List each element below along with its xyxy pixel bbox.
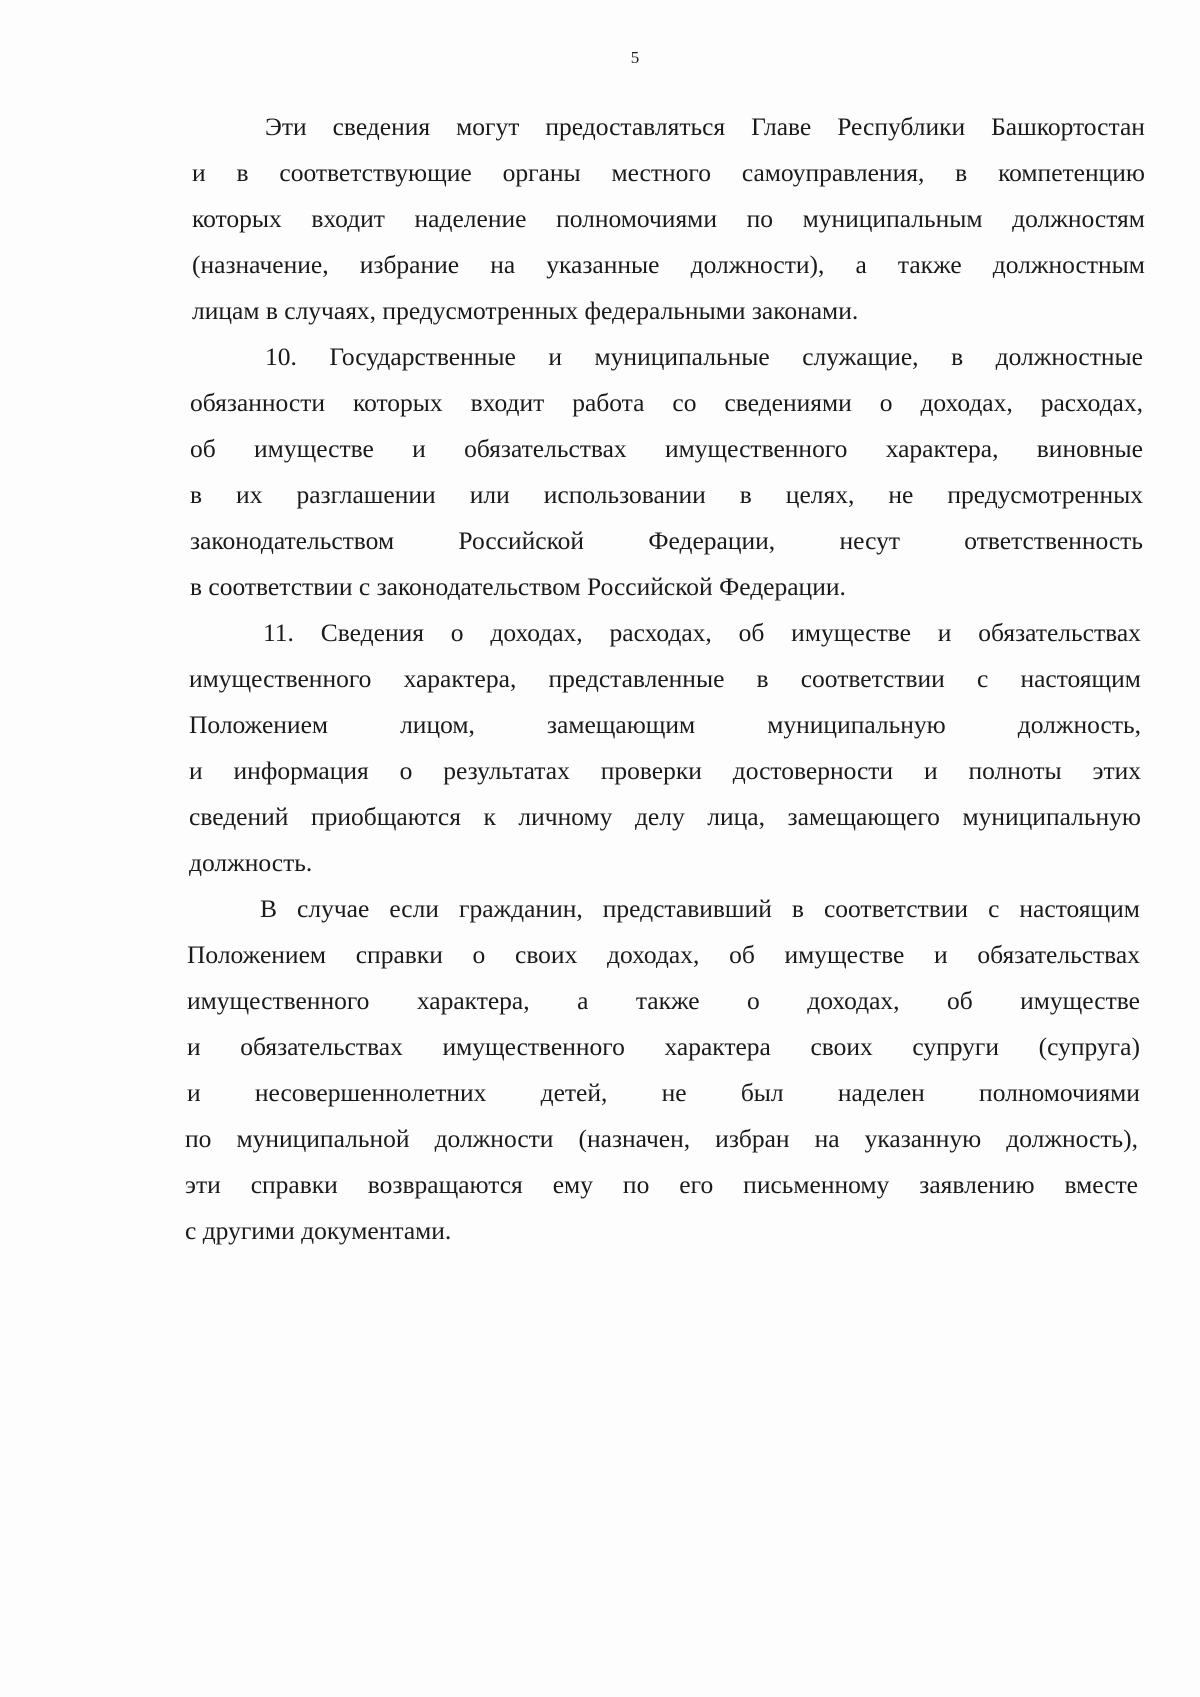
text-line	[189, 802, 1141, 832]
word: предусмотренных	[947, 480, 1143, 509]
word: об	[729, 940, 755, 969]
word: Государственные	[329, 342, 516, 371]
word: ему	[552, 1170, 593, 1199]
text-line	[192, 250, 1145, 280]
word: о	[399, 756, 413, 785]
word: имуществе	[254, 434, 374, 463]
text-line	[263, 618, 1141, 648]
word: законодательством	[190, 526, 395, 555]
word: целях,	[785, 480, 855, 509]
word: а	[577, 986, 589, 1015]
text-line	[189, 756, 1141, 786]
word: имущественного	[442, 1032, 625, 1061]
word: сведения	[332, 112, 431, 141]
word: имущественного	[189, 664, 372, 693]
word: В	[260, 894, 278, 923]
word: по	[746, 204, 773, 233]
word: достоверности	[732, 756, 894, 785]
text-line	[189, 664, 1141, 694]
text-line: в соответствии с законодательством Российской Федерации.	[190, 572, 846, 601]
word: о	[450, 618, 464, 647]
word: имущественного	[187, 986, 370, 1015]
word: доходах,	[920, 388, 1013, 417]
word: 10.	[265, 342, 297, 371]
word: должности),	[690, 250, 825, 279]
word: виновные	[1036, 434, 1143, 463]
word: если	[389, 894, 439, 923]
word: о	[747, 986, 760, 1015]
word: ответственность	[964, 526, 1143, 555]
word: письменному	[743, 1170, 890, 1199]
word: предоставляться	[545, 112, 726, 141]
word: в	[236, 158, 249, 187]
text-line	[187, 1032, 1140, 1062]
word: Федерации,	[648, 526, 776, 555]
word: обязательствах	[977, 940, 1140, 969]
word: своих	[515, 940, 578, 969]
word: соответствии	[800, 664, 945, 693]
word: делу	[634, 802, 685, 831]
word: лицом,	[400, 710, 475, 739]
word: с	[976, 664, 989, 693]
word: муниципальным	[802, 204, 983, 233]
word: об	[190, 434, 216, 463]
word: или	[469, 480, 510, 509]
word: должности	[434, 1124, 554, 1153]
word: не	[888, 480, 914, 509]
word: не	[661, 1078, 687, 1107]
word: муниципальной	[236, 1124, 410, 1153]
word: должность),	[1006, 1124, 1138, 1153]
text-line	[189, 710, 1141, 740]
word: входит	[470, 388, 545, 417]
word: самоуправления,	[741, 158, 925, 187]
word: расходах,	[1040, 388, 1143, 417]
word: органы	[502, 158, 581, 187]
word: своих	[810, 1032, 873, 1061]
word: должностным	[992, 250, 1145, 279]
word: соответствии	[823, 894, 969, 923]
text-line: должность.	[189, 848, 313, 877]
word: характера,	[403, 664, 517, 693]
word: характера,	[416, 986, 530, 1015]
word: Положением	[189, 710, 329, 739]
word: супруги	[912, 1032, 1000, 1061]
word: обязательствах	[978, 618, 1141, 647]
word: информация	[233, 756, 369, 785]
word: доходах,	[807, 986, 900, 1015]
word: которых	[192, 204, 282, 233]
word: по	[185, 1124, 212, 1153]
text-line	[185, 1124, 1138, 1154]
word: и	[187, 1032, 201, 1061]
word: Республики	[837, 112, 966, 141]
word: к	[483, 802, 496, 831]
word: расходах,	[609, 618, 712, 647]
word: наделение	[414, 204, 527, 233]
word: замещающего	[787, 802, 940, 831]
word: со	[672, 388, 697, 417]
word: указанную	[864, 1124, 982, 1153]
word: Эти	[265, 112, 307, 141]
word: в	[955, 158, 968, 187]
word: и	[923, 756, 938, 785]
text-line	[187, 1078, 1140, 1108]
word: его	[679, 1170, 714, 1199]
word: был	[740, 1078, 784, 1107]
word: Главе	[751, 112, 812, 141]
word: муниципальные	[594, 342, 770, 371]
text-line	[185, 1170, 1138, 1200]
word: муниципальную	[962, 802, 1141, 831]
word: соответствующие	[279, 158, 472, 187]
text-line	[190, 526, 1143, 556]
word: и	[192, 158, 206, 187]
text-line	[187, 940, 1140, 970]
word: избран	[715, 1124, 790, 1153]
word: личному	[518, 802, 613, 831]
word: полноты	[968, 756, 1062, 785]
word: доходах,	[490, 618, 583, 647]
word: сведениями	[724, 388, 852, 417]
text-line	[190, 388, 1143, 418]
word: и	[548, 342, 563, 371]
word: характера,	[885, 434, 999, 463]
word: и	[187, 1078, 201, 1107]
word: (назначение,	[192, 250, 329, 279]
text-line	[192, 158, 1145, 188]
text-line: с другими документами.	[185, 1216, 452, 1245]
word: имуществе	[791, 618, 911, 647]
word: результатах	[443, 756, 570, 785]
word: Положением	[187, 940, 327, 969]
word: с	[988, 894, 1000, 923]
word: о	[472, 940, 486, 969]
word: и	[937, 618, 952, 647]
word: Башкортостан	[991, 112, 1145, 141]
word: имущественного	[664, 434, 848, 463]
word: имуществе	[784, 940, 905, 969]
word: об	[738, 618, 765, 647]
word: сведений	[189, 802, 289, 831]
word: и	[189, 756, 203, 785]
word: Сведения	[320, 618, 424, 647]
word: в	[739, 480, 752, 509]
page-number: 5	[630, 48, 640, 67]
word: настоящим	[1019, 894, 1140, 923]
word: гражданин,	[458, 894, 583, 923]
word: обязанности	[190, 388, 325, 417]
word: и	[934, 940, 948, 969]
word: этих	[1092, 756, 1141, 785]
word: доходах,	[607, 940, 700, 969]
word: должность,	[1017, 710, 1141, 739]
text-line	[192, 204, 1145, 234]
text-line	[265, 342, 1143, 372]
word: использовании	[543, 480, 706, 509]
word: справки	[355, 940, 443, 969]
word: заявлению	[919, 1170, 1035, 1199]
word: в	[791, 894, 804, 923]
text-line	[190, 480, 1143, 510]
text-line: лицам в случаях, предусмотренных федеральными законами.	[192, 296, 859, 325]
word: о	[879, 388, 893, 417]
word: (назначен,	[578, 1124, 691, 1153]
word: приобщаются	[310, 802, 461, 831]
word: проверки	[600, 756, 702, 785]
word: их	[236, 480, 263, 509]
text-line	[187, 986, 1140, 1016]
word: справки	[250, 1170, 338, 1199]
word: работа	[572, 388, 645, 417]
word: компетенцию	[998, 158, 1145, 187]
word: представленные	[548, 664, 725, 693]
word: и	[412, 434, 426, 463]
word: в	[190, 480, 203, 509]
word: местного	[611, 158, 711, 187]
text-line	[260, 894, 1140, 924]
word: возвращаются	[367, 1170, 523, 1199]
word: должностные	[995, 342, 1143, 371]
word: также	[897, 250, 962, 279]
word: Российской	[458, 526, 585, 555]
word: должностям	[1012, 204, 1145, 233]
word: разглашении	[296, 480, 436, 509]
word: настоящим	[1020, 664, 1141, 693]
word: избрание	[359, 250, 460, 279]
word: детей,	[540, 1078, 608, 1107]
word: (супруга)	[1038, 1032, 1140, 1061]
word: а	[855, 250, 867, 279]
word: также	[635, 986, 700, 1015]
word: в	[756, 664, 769, 693]
word: обязательствах	[464, 434, 627, 463]
word: входит	[311, 204, 385, 233]
word: муниципальную	[767, 710, 946, 739]
word: 11.	[263, 618, 294, 647]
word: эти	[185, 1170, 221, 1199]
word: характера	[664, 1032, 771, 1061]
word: по	[622, 1170, 650, 1199]
word: представивший	[602, 894, 772, 923]
word: замещающим	[546, 710, 696, 739]
word: наделен	[837, 1078, 925, 1107]
word: указанные	[546, 250, 660, 279]
word: полномочиями	[556, 204, 717, 233]
word: на	[490, 250, 516, 279]
word: несовершеннолетних	[254, 1078, 487, 1107]
word: полномочиями	[979, 1078, 1140, 1107]
word: могут	[456, 112, 520, 141]
word: лица,	[707, 802, 765, 831]
word: обязательствах	[240, 1032, 403, 1061]
word: вместе	[1064, 1170, 1138, 1199]
word: которых	[352, 388, 443, 417]
word: имуществе	[1020, 986, 1140, 1015]
word: об	[946, 986, 973, 1015]
text-line	[190, 434, 1143, 464]
word: на	[814, 1124, 840, 1153]
word: служащие,	[802, 342, 919, 371]
word: в	[951, 342, 964, 371]
text-line	[265, 112, 1145, 142]
word: случае	[297, 894, 370, 923]
word: несут	[839, 526, 900, 555]
